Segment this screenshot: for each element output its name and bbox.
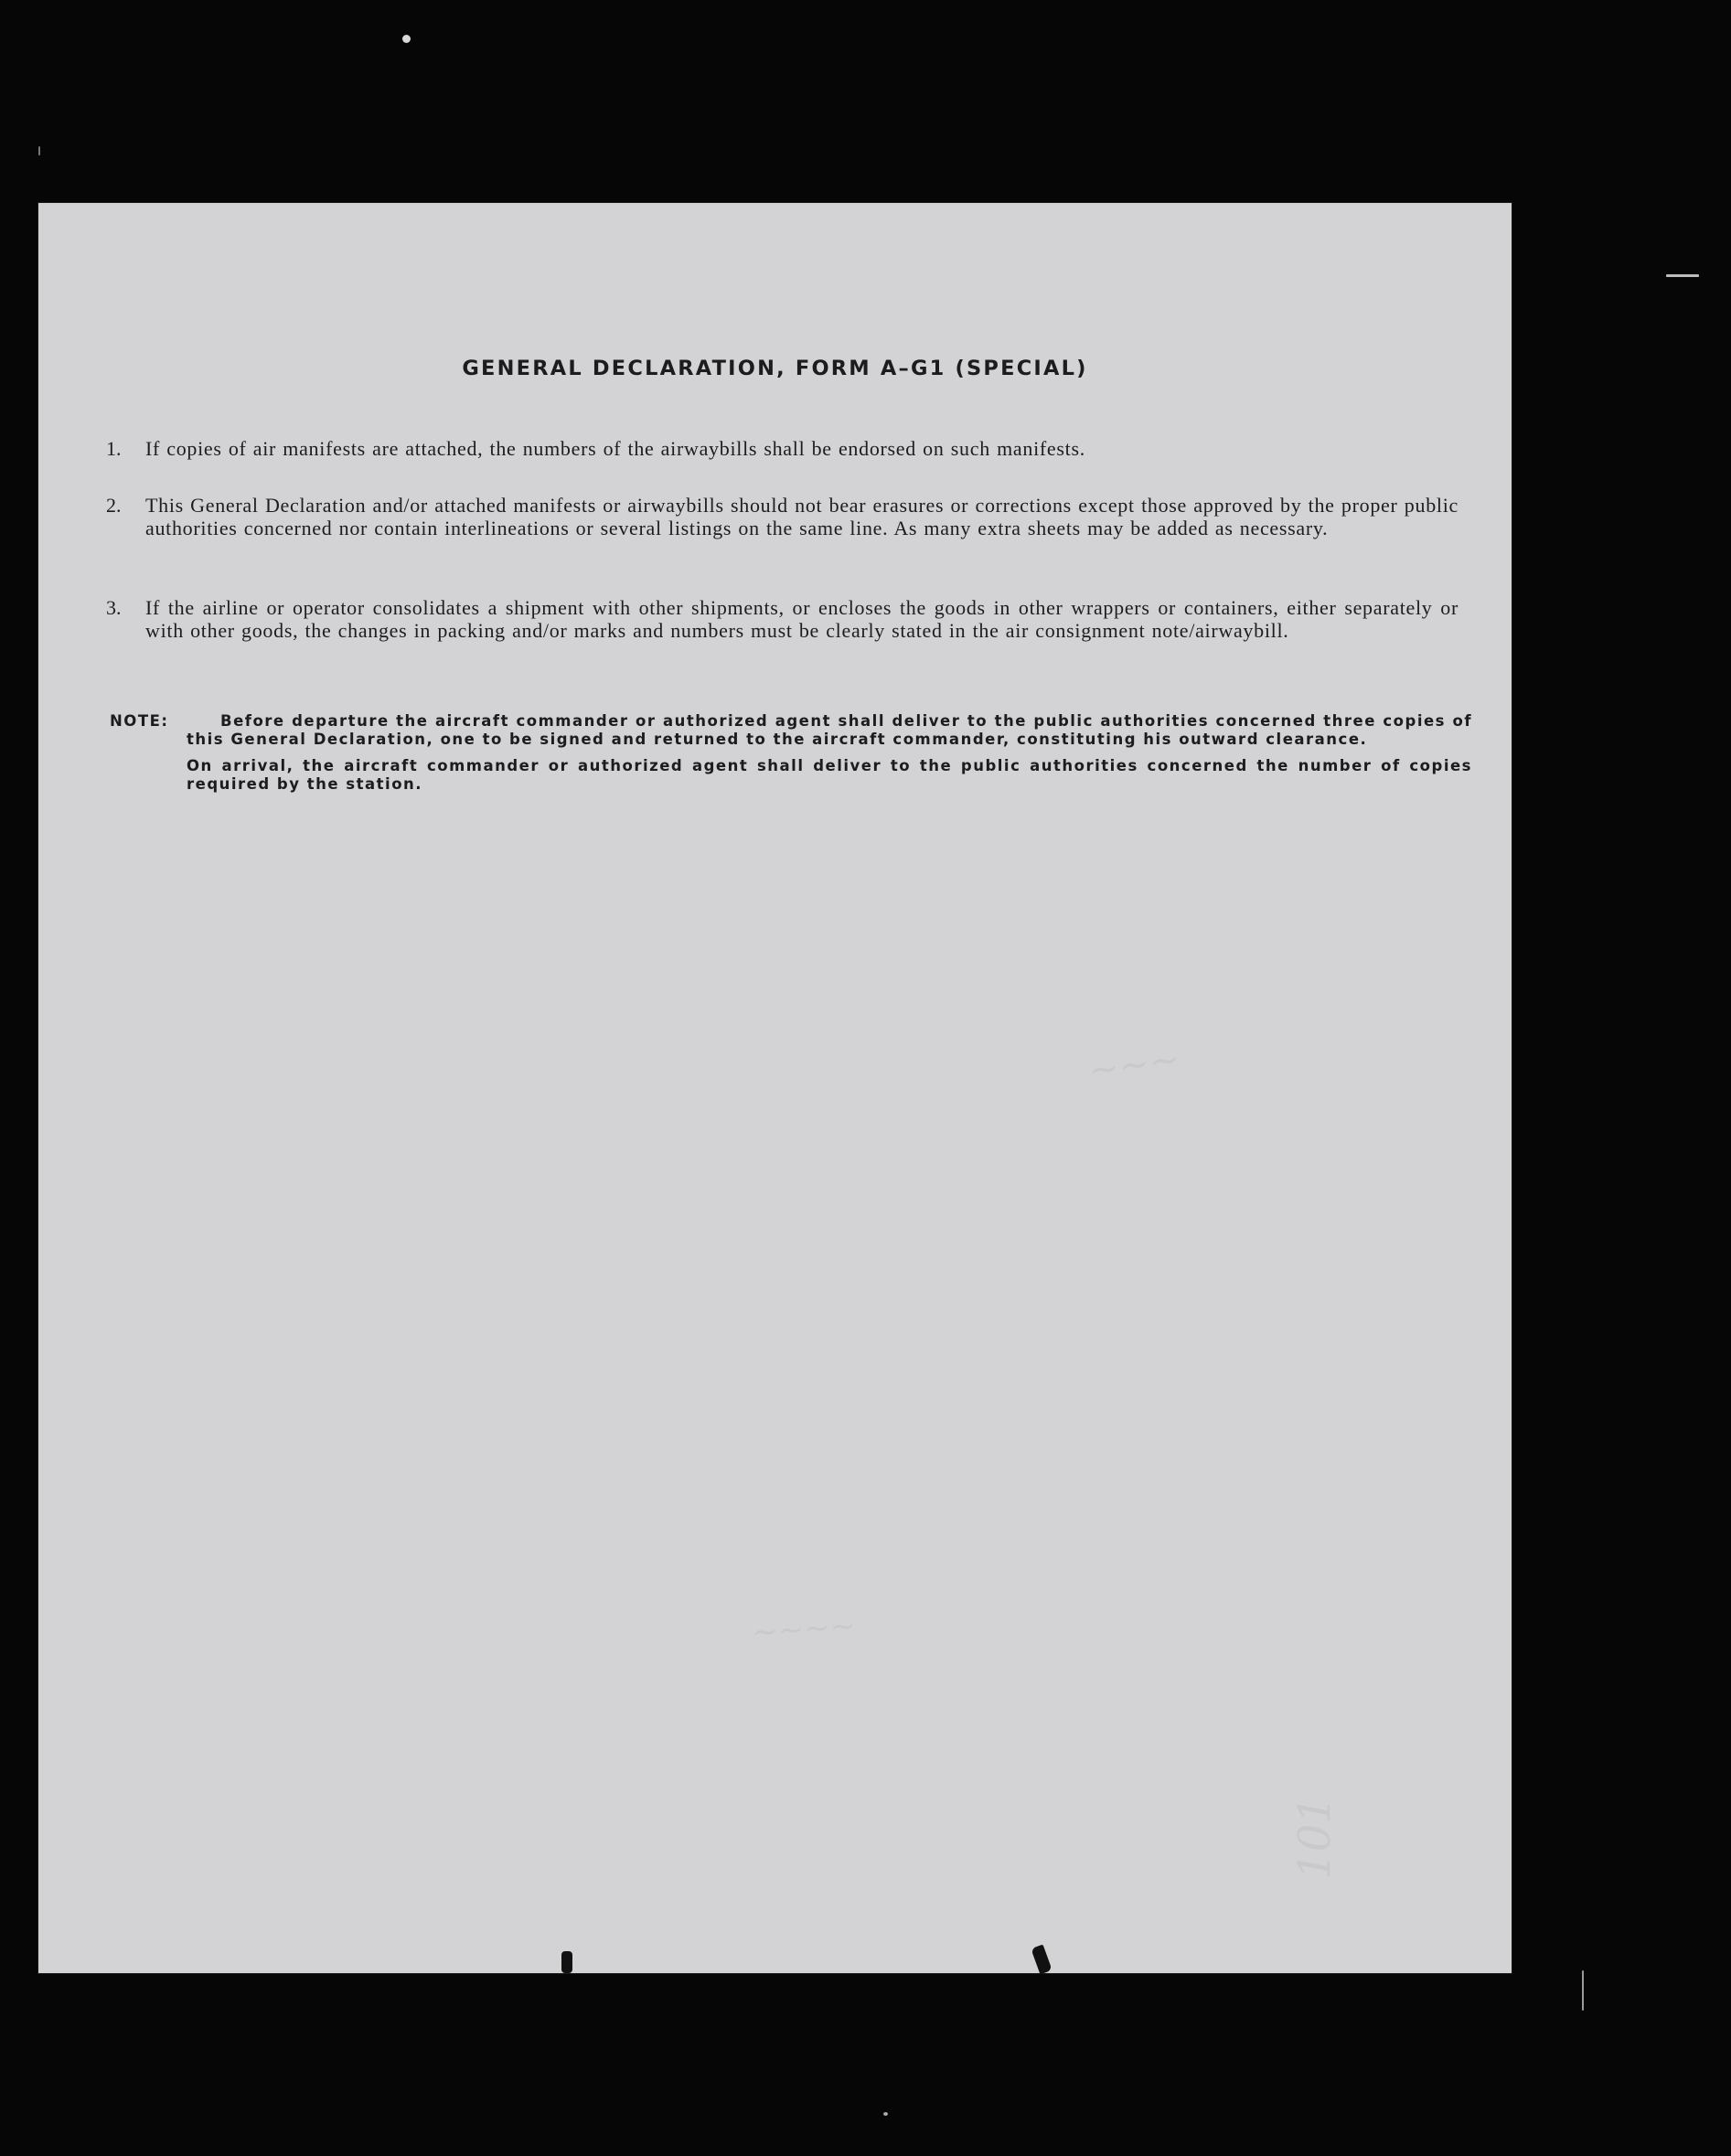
- dust-speck: [1666, 274, 1699, 277]
- fastener-mark: [561, 1951, 572, 1973]
- fastener-mark: [1031, 1945, 1052, 1975]
- bleed-through-mark: ~~~: [1085, 1038, 1183, 1093]
- form-sheet: [38, 203, 1512, 1973]
- dust-speck: [38, 146, 40, 155]
- item-number: 2.: [106, 494, 122, 517]
- dust-speck: [1582, 1970, 1584, 2011]
- instruction-item-3: [106, 597, 1498, 642]
- item-text: This General Declaration and/or attached manifests or airwaybills should not bear erasures or corrections except those approved by the proper public authorities concerned nor contain interlineations or several listings on the same line. As many extra sheets may be added as necessary.: [145, 494, 1459, 539]
- note-block: [110, 712, 1500, 794]
- instruction-item-2: [106, 495, 1498, 539]
- note-paragraph-arrival: On arrival, the aircraft commander or authorized agent shall deliver to the public authorities concerned the number of copies required by the station.: [187, 757, 1472, 793]
- form-title: GENERAL DECLARATION, FORM A–G1 (SPECIAL): [462, 357, 1088, 380]
- bleed-through-mark: ~~~~: [750, 1607, 858, 1651]
- item-number: 3.: [106, 596, 122, 619]
- bleed-through-mark: 101: [1288, 1796, 1341, 1880]
- item-text: If copies of air manifests are attached, the numbers of the airwaybills shall be endorsed on such manifests.: [145, 437, 1085, 460]
- note-label: NOTE:: [110, 712, 169, 730]
- item-text: If the airline or operator consolidates a shipment with other shipments, or encloses the goods in other wrappers or containers, either separately or with other goods, the changes in packing and/or marks and numbers must be clearly stated in the air consignment note/airwaybill.: [145, 596, 1459, 642]
- note-paragraph-departure: Before departure the aircraft commander or authorized agent shall deliver to the public authorities concerned three copies of this General Declaration, one to be signed and returned to the aircraft commander, constituting his outward clearance.: [187, 712, 1472, 748]
- dust-speck: [883, 2112, 888, 2116]
- item-number: 1.: [106, 437, 122, 460]
- dust-speck: [402, 35, 411, 43]
- instruction-item-1: [106, 438, 1498, 461]
